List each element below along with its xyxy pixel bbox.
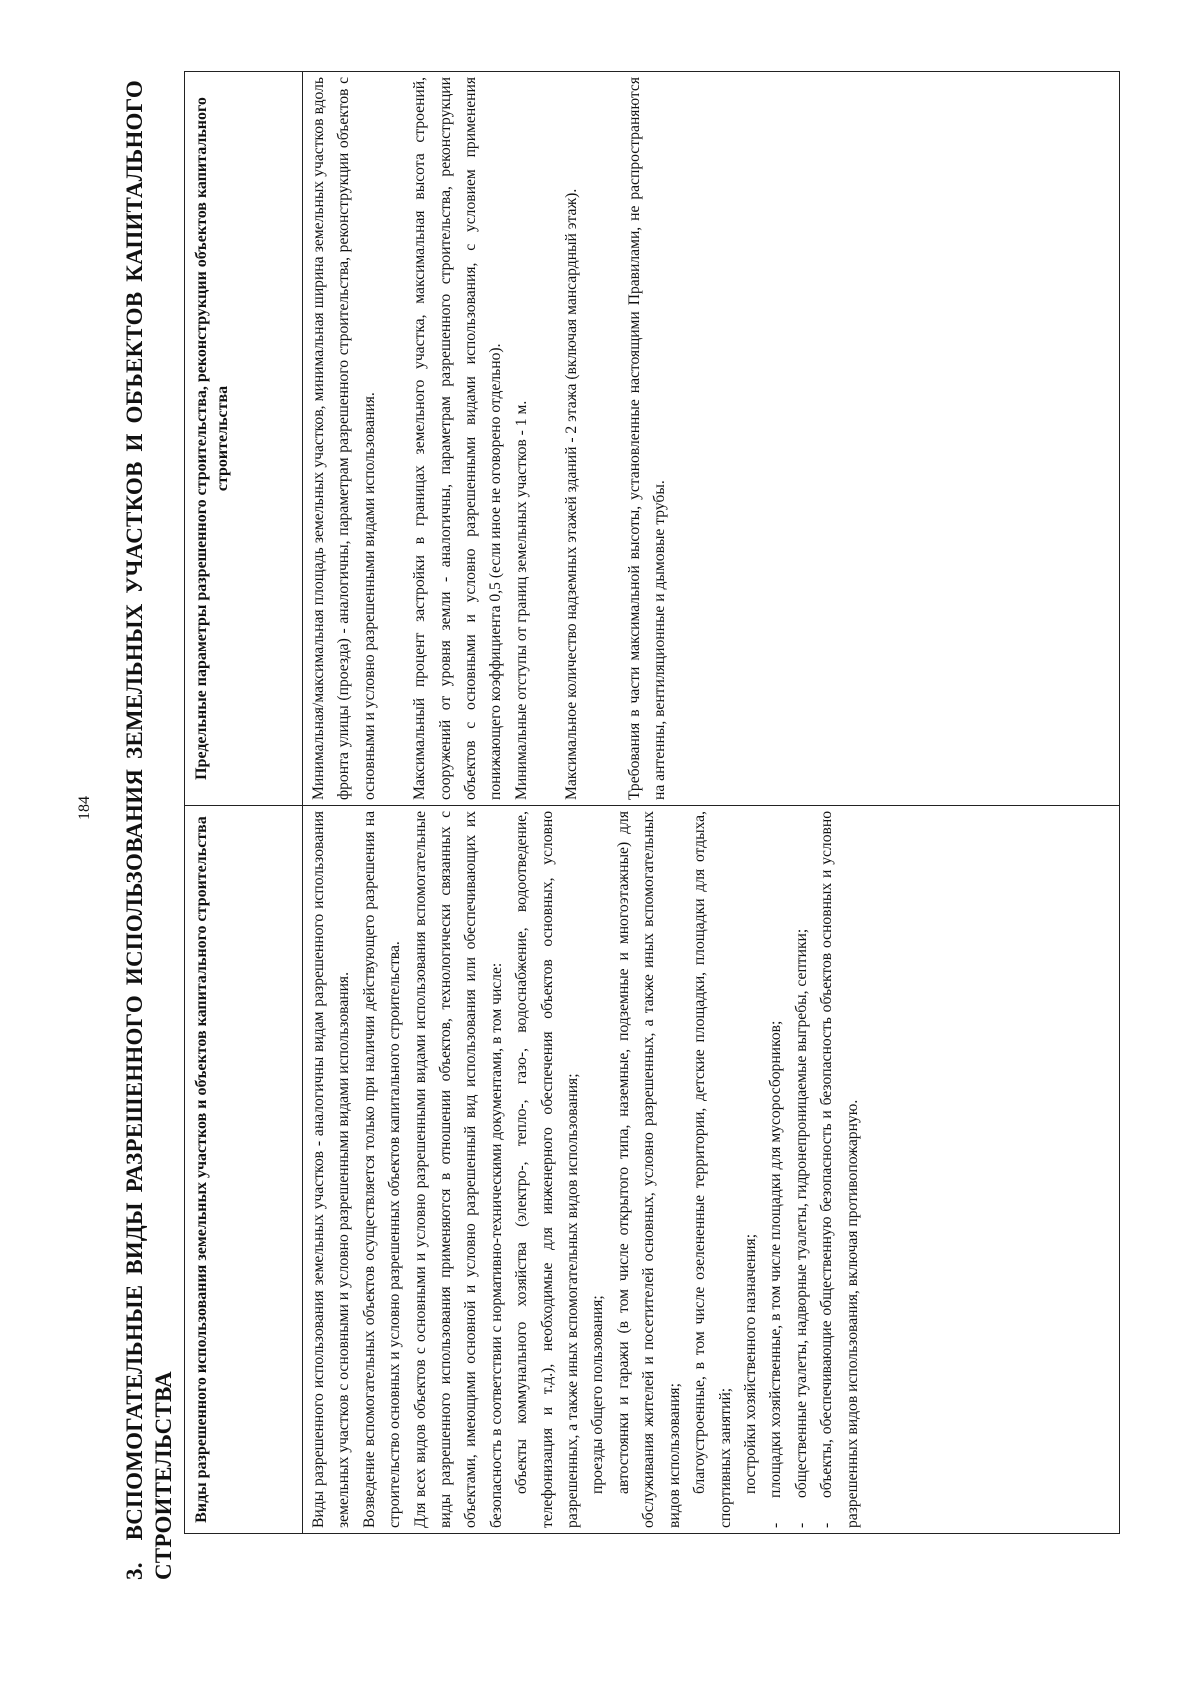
header-limit-parameters: Предельные параметры разрешенного строительства, реконструкции объектов капитального строительства xyxy=(185,72,303,806)
section-title-text: ВСПОМОГАТЕЛЬНЫЕ ВИДЫ РАЗРЕШЕННОГО ИСПОЛЬЗОВАНИЯ ЗЕМЕЛЬНЫХ УЧАСТКОВ И ОБЪЕКТОВ КАПИТАЛЬНОГО СТРОИТЕЛЬСТВА xyxy=(122,80,176,1580)
list-item-text: общественные туалеты, надворные туалеты, гидронепроницаемые выгребы, септики; xyxy=(792,928,810,1498)
page-number: 184 xyxy=(76,796,93,820)
list-item xyxy=(814,811,865,1528)
list-item-text: объекты, обеспечивающие общественную безопасность и безопасность объектов основных и условно разрешенных видов использования, включая противопожарную. xyxy=(818,811,861,1528)
document-page xyxy=(76,70,1130,1580)
dash-marker: - xyxy=(792,1522,810,1528)
list-item xyxy=(789,811,814,1528)
section-heading xyxy=(120,80,178,1580)
list-item: автостоянки и гаражи (в том числе открытого типа, наземные, подземные и многоэтажные) для обслуживания жителей и посетителей основных, условно разрешенных, а также иных вспомогательных видов использования; xyxy=(614,811,683,1528)
list-item: Требования в части максимальной высоты, установленные настоящими Правилами, не распространяются на антенны, вентиляционные и дымовые трубы. xyxy=(625,77,669,800)
list-item: объекты коммунального хозяйства (электро-, тепло-, газо-, водоснабжение, водоотведение, телефонизация и т.д.), необходимые для инженерного обеспечения объектов основных, условно разрешенных, а также иных вспомогательных видов использования; xyxy=(513,811,582,1528)
list-item: Для всех видов объектов с основными и условно разрешенными видами использования вспомогательные виды разрешенного использования применяются в отношении объектов, технологически связанных с объектами, имеющими основной и условно разрешенный вид использования или обеспечивающих их безопасность в соответствии с нормативно-техническими документами, в том числе: xyxy=(411,811,505,1528)
list-item: Максимальное количество надземных этажей зданий - 2 этажа (включая мансардный этаж). xyxy=(563,188,581,800)
list-item: Максимальный процент застройки в границах земельного участка, максимальная высота строений, сооружений от уровня земли - аналогичны, параметрам разрешенного строительства, реконструкции объектов с основными и условно разрешенными видами использования, с условием применения понижающего коэффициента 0,5 (если иное не оговорено отдельно). xyxy=(411,77,505,800)
section-number: 3. xyxy=(122,1562,147,1580)
list-item-text: площадки хозяйственные, в том числе площадки для мусоросборников; xyxy=(767,1020,785,1498)
list-item: постройки хозяйственного назначения; xyxy=(741,1233,759,1494)
table-row xyxy=(303,72,1120,1534)
table-header-row xyxy=(185,72,303,1534)
list-item: Минимальная/максимальная площадь земельных участков, минимальная ширина земельных участков вдоль фронта улицы (проезда) - аналогичны, параметрам разрешенного строительства, реконструкции объектов с основными и условно разрешенными видами использования. xyxy=(310,77,378,800)
dash-marker: - xyxy=(767,1522,785,1528)
regulations-table xyxy=(184,71,1120,1534)
list-item: Виды разрешенного использования земельных участков - аналогичны видам разрешенного использования земельных участков с основными и условно разрешенными видами использования. xyxy=(310,811,353,1528)
permitted-uses-cell xyxy=(303,806,1120,1534)
list-item: Возведение вспомогательных объектов осуществляется только при наличии действующего разрешения на строительство основных и условно разрешенных объектов капитального строительства. xyxy=(360,811,404,1528)
list-item xyxy=(763,811,788,1528)
list-item: проезды общего пользования; xyxy=(589,1295,607,1494)
dash-marker: - xyxy=(818,1522,836,1528)
header-permitted-uses: Виды разрешенного использования земельных участков и объектов капитального строительства xyxy=(185,806,303,1534)
limit-parameters-cell xyxy=(303,72,1120,806)
list-item: благоустроенные, в том числе озелененные территории, детские площадки, площадки для отдыха, спортивных занятий; xyxy=(691,811,734,1528)
list-item: Минимальные отступы от границ земельных участков - 1 м. xyxy=(512,400,530,800)
